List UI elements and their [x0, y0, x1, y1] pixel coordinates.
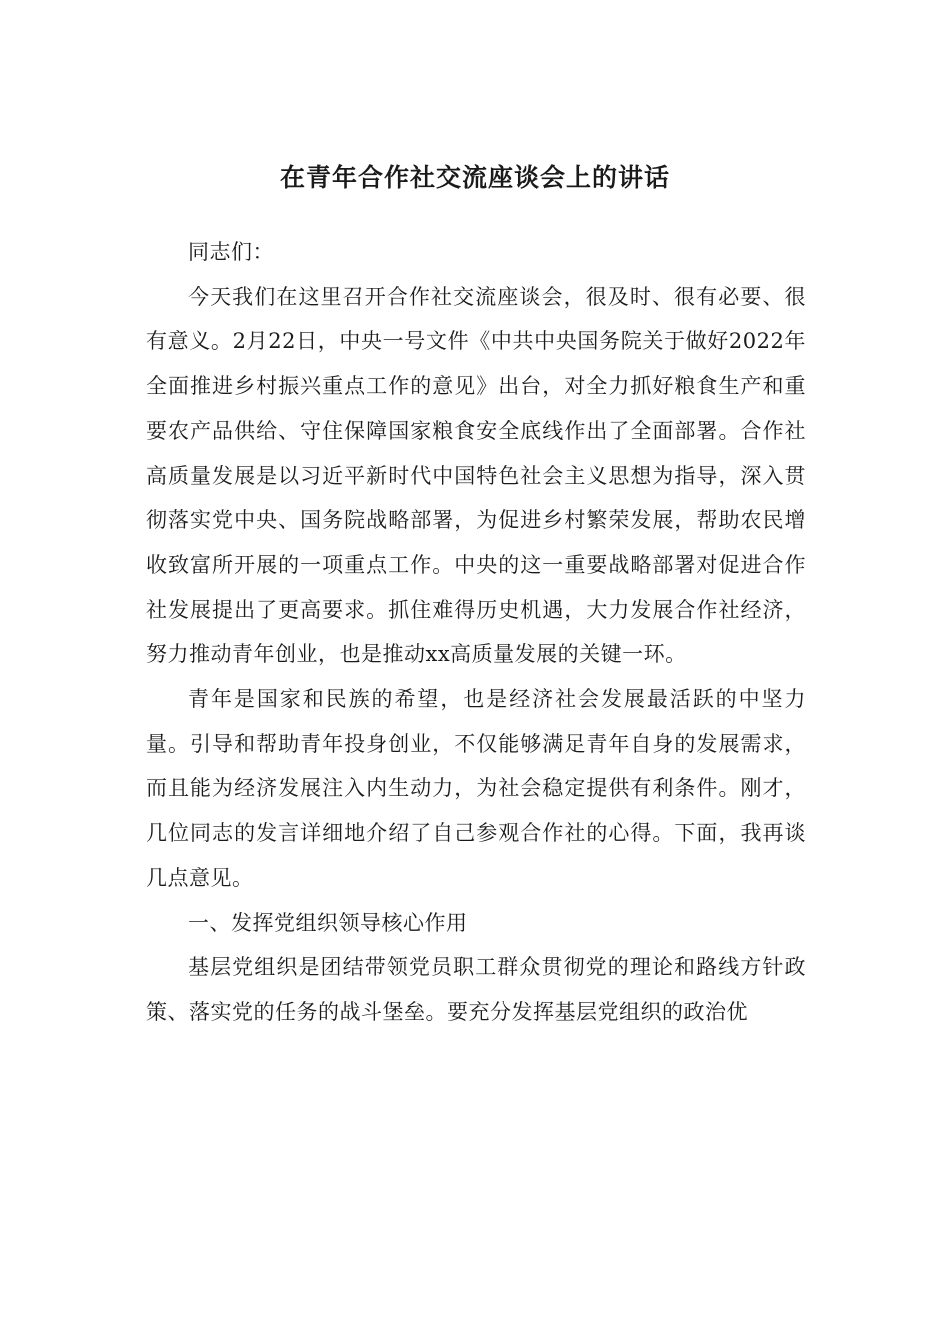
greeting: 同志们： [188, 240, 274, 264]
document-body [146, 230, 806, 1035]
paragraph-party: 基层党组织是团结带领党员职工群众贯彻党的理论和路线方针政策、落实党的任务的战斗堡垒。要充分发挥基层党组织的政治优 [146, 955, 806, 1024]
paragraph-youth: 青年是国家和民族的希望，也是经济社会发展最活跃的中坚力量。引导和帮助青年投身创业，不仅能够满足青年自身的发展需求，而且能为经济发展注入内生动力，为社会稳定提供有利条件。刚才，几位同志的发言详细地介绍了自己参观合作社的心得。下面，我再谈几点意见。 [146, 687, 806, 890]
document-title: 在青年合作社交流座谈会上的讲话 [279, 163, 670, 192]
section-heading: 一、发挥党组织领导核心作用 [188, 910, 468, 935]
paragraph-intro: 今天我们在这里召开合作社交流座谈会，很及时、很有必要、很有意义。2月22日，中央一号文件《中共中央国务院关于做好2022年全面推进乡村振兴重点工作的意见》出台，对全力抓好粮食生产和重要农产品供给、守住保障国家粮食安全底线作出了全面部署。合作社高质量发展是以习近平新时代中国特色社会主义思想为指导，深入贯彻落实党中央、国务院战略部署，为促进乡村繁荣发展，帮助农民增收致富所开展的一项重点工作。中央的这一重要战略部署对促进合作社发展提出了更高要求。抓住难得历史机遇，大力发展合作社经济，努力推动青年创业，也是推动xx高质量发展的关键一环。 [146, 284, 806, 667]
